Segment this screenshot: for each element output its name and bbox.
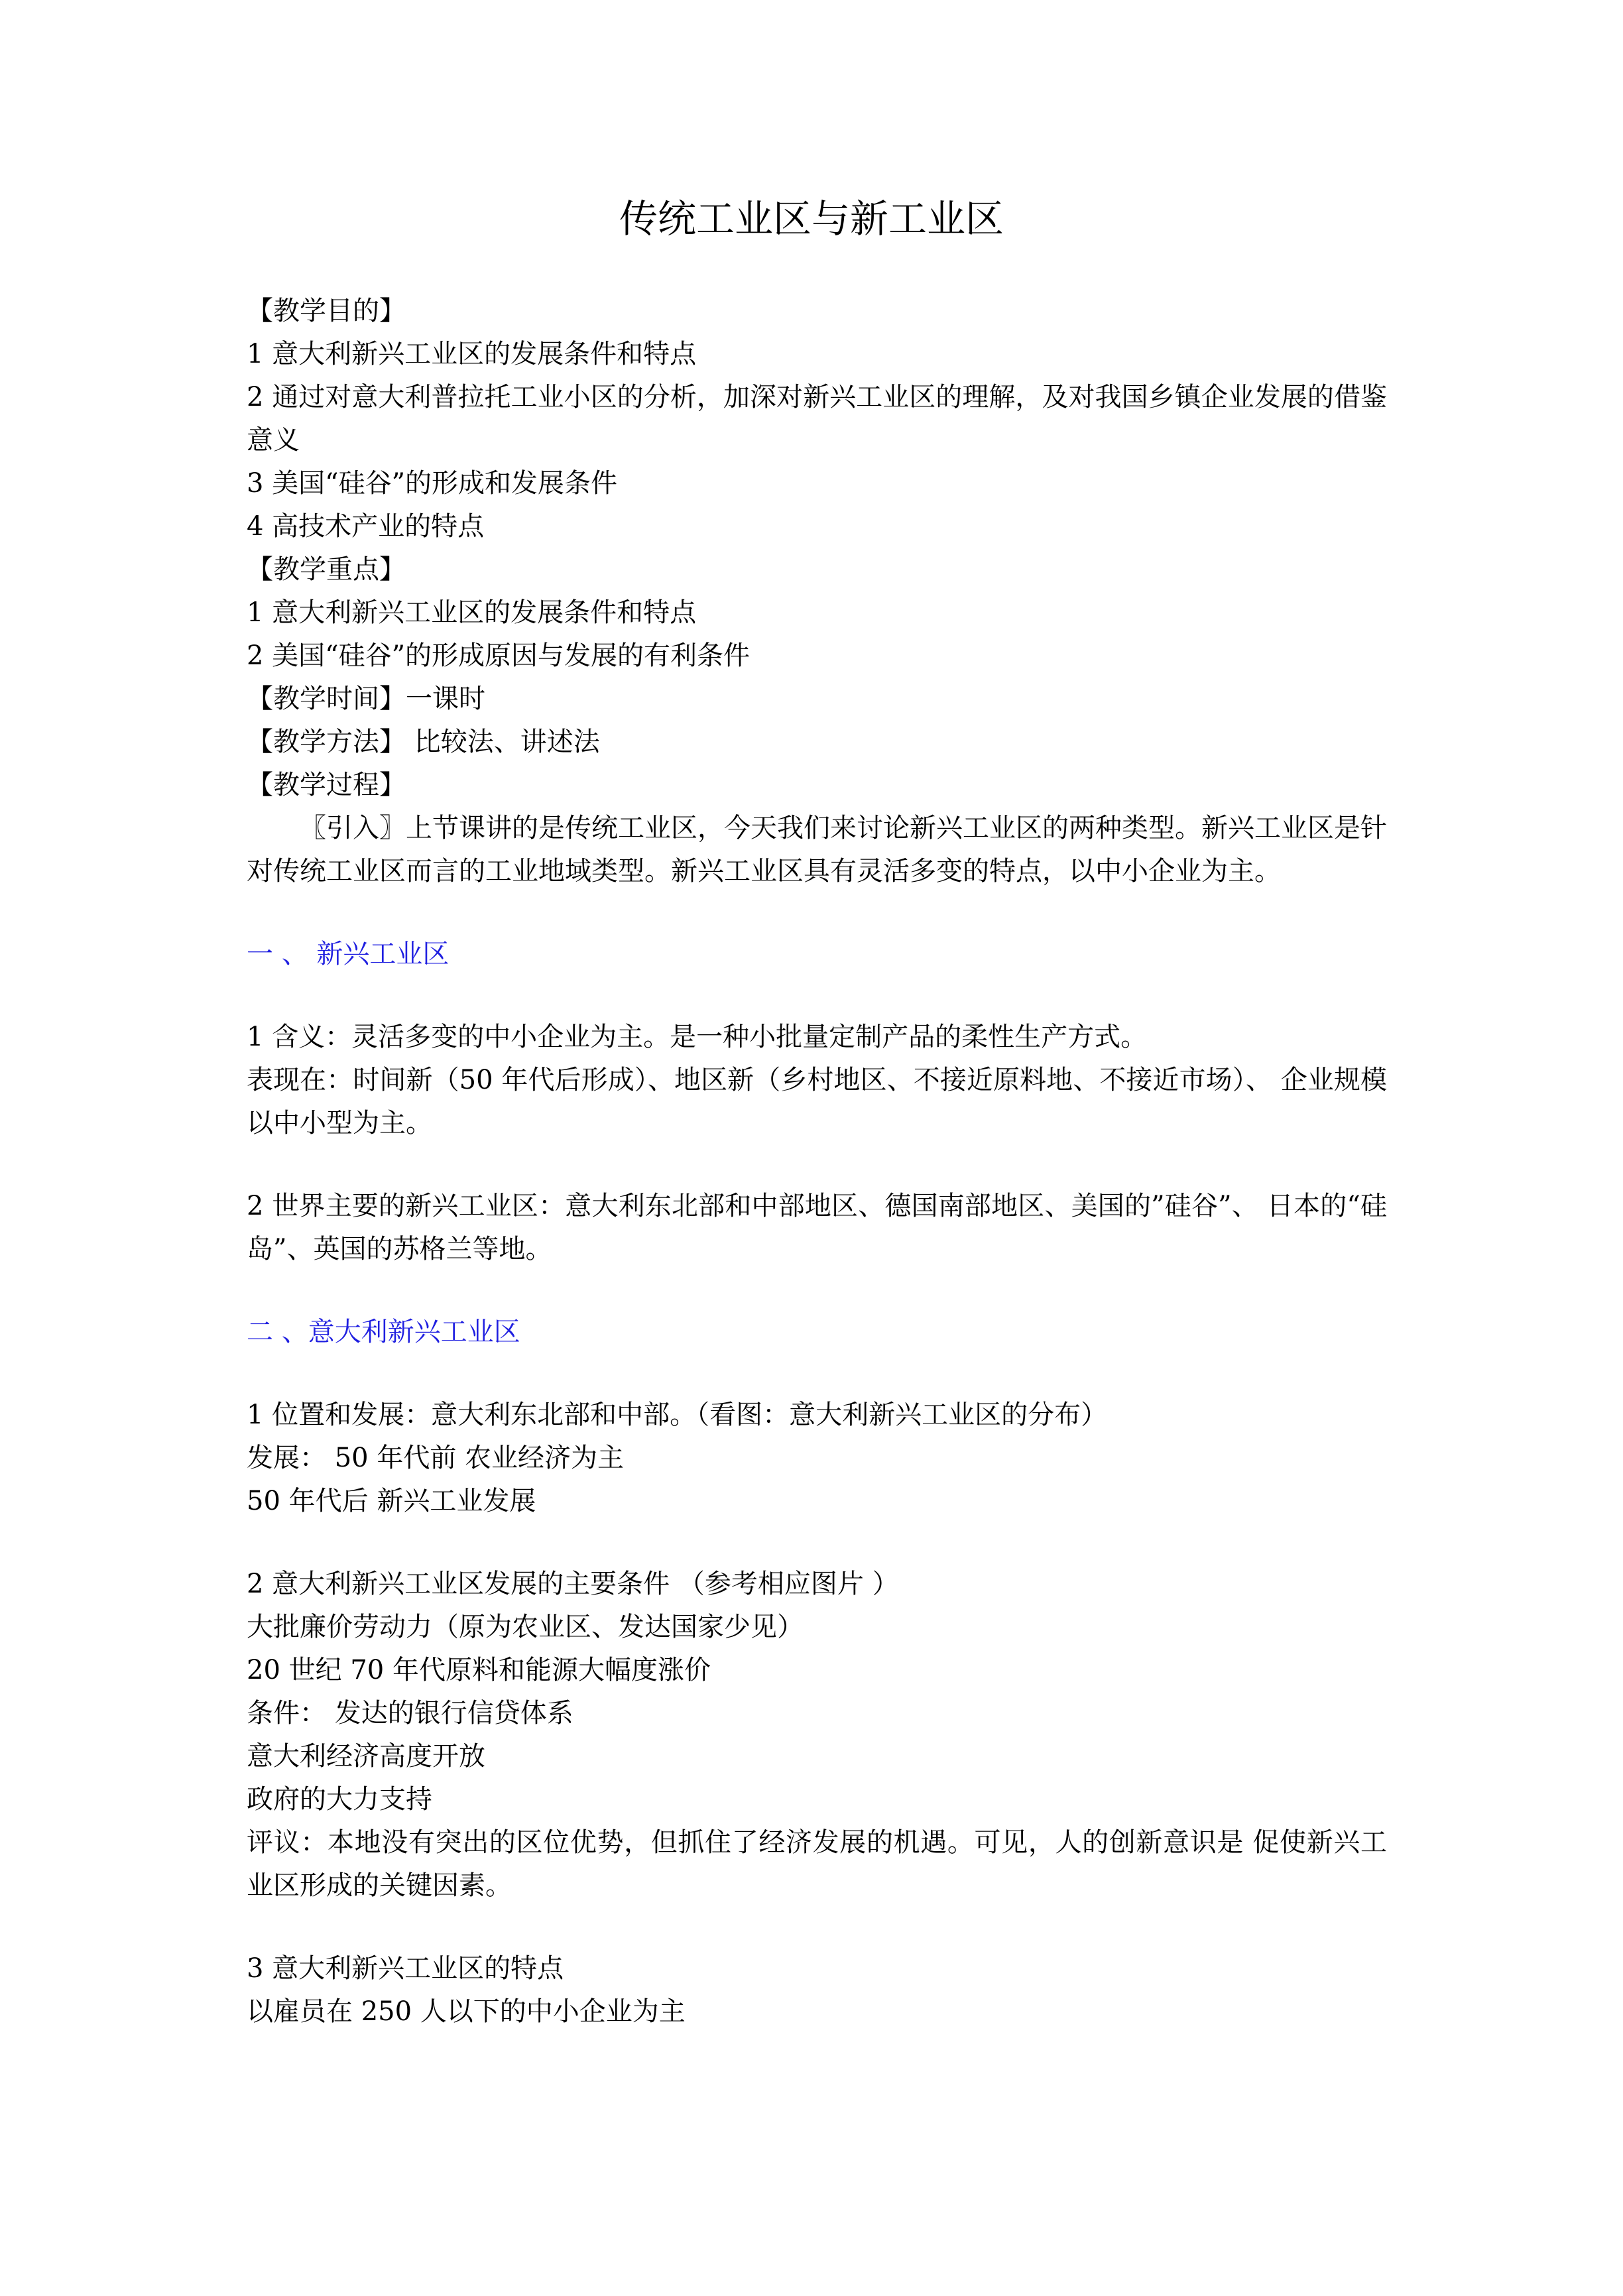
section1-world-regions: 2 世界主要的新兴工业区：意大利东北部和中部地区、德国南部地区、美国的”硅谷”、 日本的“硅岛”、英国的苏格兰等地。 <box>247 1191 1387 1264</box>
location-line: 1 位置和发展：意大利东北部和中部。（看图：意大利新兴工业区的分布） <box>247 1400 1108 1430</box>
conditions-title: 2 意大利新兴工业区发展的主要条件 （参考相应图片 ） <box>247 1569 899 1599</box>
condition-item: 条件： 发达的银行信贷体系 <box>247 1698 573 1728</box>
section1-heading: 一 、 新兴工业区 <box>247 939 450 969</box>
spacer <box>247 893 1387 933</box>
teaching-method: 【教学方法】 比较法、讲述法 <box>247 727 600 757</box>
development-line: 发展： 50 年代前 农业经济为主 <box>247 1443 625 1473</box>
spacer <box>247 1271 1387 1311</box>
condition-item: 大批廉价劳动力（原为农业区、发达国家少见） <box>247 1612 804 1642</box>
comment-paragraph: 评议：本地没有突出的区位优势，但抓住了经济发展的机遇。可见，人的创新意识是 促使新兴工业区形成的关键因素。 <box>247 1827 1387 1901</box>
objective-item: 2 通过对意大利普拉托工业小区的分析，加深对新兴工业区的理解，及对我国乡镇企业发展的借鉴意义 <box>247 382 1387 455</box>
section1-definition: 1 含义：灵活多变的中小企业为主。是一种小批量定制产品的柔性生产方式。 <box>247 1022 1148 1052</box>
objective-item: 4 高技术产业的特点 <box>247 511 485 542</box>
features-title: 3 意大利新兴工业区的特点 <box>247 1953 564 1984</box>
condition-item: 政府的大力支持 <box>247 1784 432 1815</box>
document-body <box>247 290 1387 2033</box>
objectives-label: 【教学目的】 <box>247 296 406 326</box>
key-points-label: 【教学重点】 <box>247 554 406 585</box>
condition-item: 意大利经济高度开放 <box>247 1741 485 1772</box>
intro-paragraph: 〖引入〗上节课讲的是传统工业区，今天我们来讨论新兴工业区的两种类型。新兴工业区是针对传统工业区而言的工业地域类型。新兴工业区具有灵活多变的特点，以中小企业为主。 <box>247 813 1387 886</box>
condition-item: 20 世纪 70 年代原料和能源大幅度涨价 <box>247 1655 711 1685</box>
teaching-time: 【教学时间】一课时 <box>247 684 485 714</box>
spacer <box>247 976 1387 1016</box>
section1-manifestation: 表现在：时间新（50 年代后形成）、地区新（乡村地区、不接近原料地、不接近市场）、 企业规模以中小型为主。 <box>247 1065 1387 1138</box>
spacer <box>247 1523 1387 1563</box>
key-point-item: 2 美国“硅谷”的形成原因与发展的有利条件 <box>247 640 751 671</box>
spacer <box>247 1145 1387 1185</box>
key-point-item: 1 意大利新兴工业区的发展条件和特点 <box>247 597 697 628</box>
development-line: 50 年代后 新兴工业发展 <box>247 1486 536 1516</box>
objective-item: 3 美国“硅谷”的形成和发展条件 <box>247 468 618 499</box>
objective-item: 1 意大利新兴工业区的发展条件和特点 <box>247 339 697 369</box>
spacer <box>247 1907 1387 1947</box>
process-label: 【教学过程】 <box>247 770 406 800</box>
spacer <box>247 1354 1387 1394</box>
feature-item: 以雇员在 250 人以下的中小企业为主 <box>247 1996 686 2027</box>
section2-heading: 二 、意大利新兴工业区 <box>247 1317 520 1347</box>
document-title: 传统工业区与新工业区 <box>619 196 1004 241</box>
